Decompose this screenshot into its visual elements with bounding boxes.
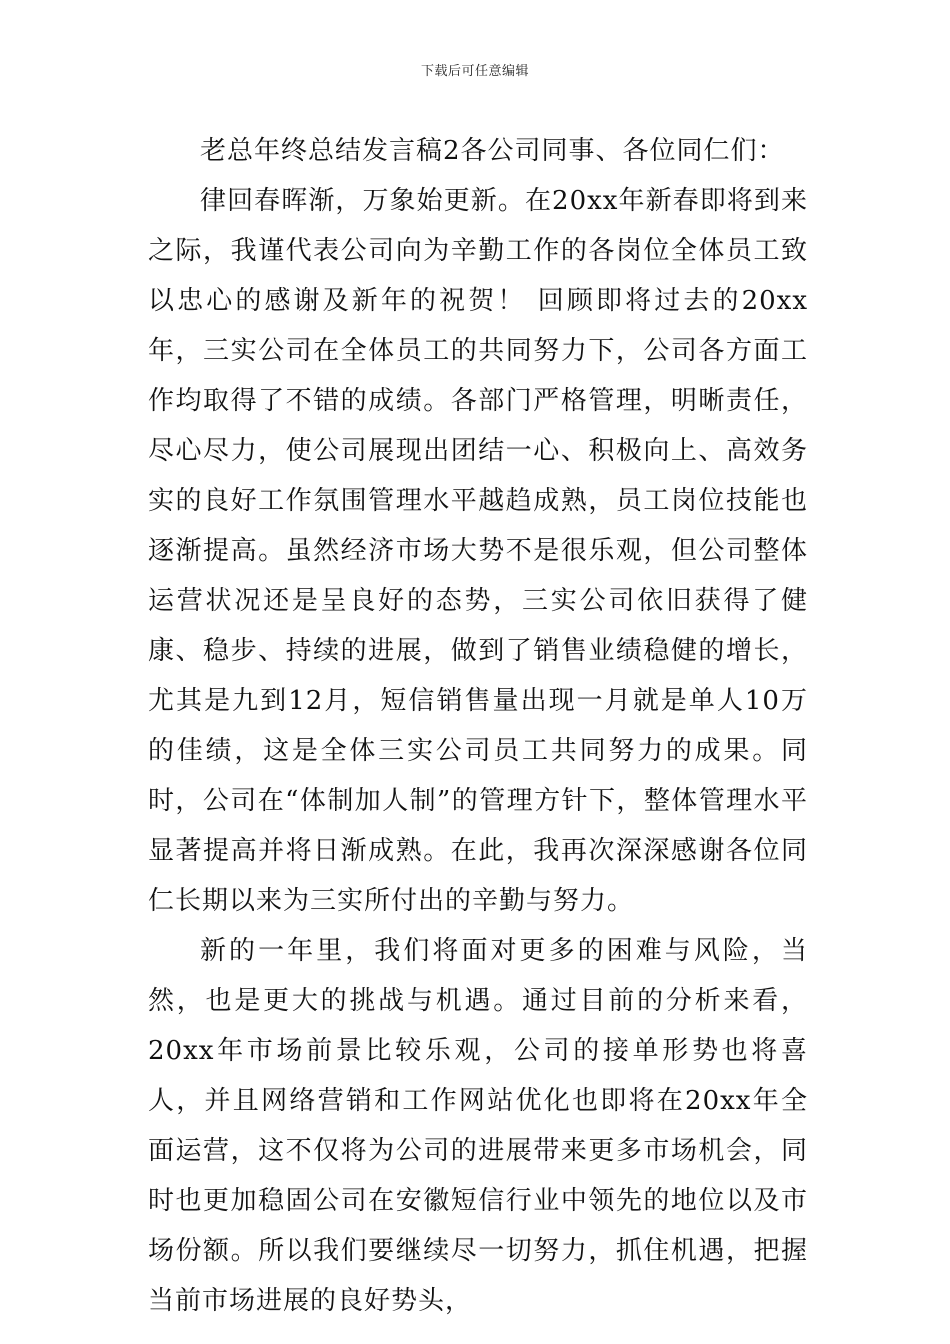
paragraph-review: 律回春晖渐，万象始更新。在20xx年新春即将到来之际，我谨代表公司向为辛勤工作的各岗位全体员工致以忠心的感谢及新年的祝贺！ 回顾即将过去的20xx年，三实公司在全体员工的共同努力下，公司各方面工作均取得了不错的成绩。各部门严格管理，明晰责任，尽心尽力，使公司展现出团结一心、积极向上、高效务实的良好工作氛围管理水平越趋成熟，员工岗位技能也逐渐提高。虽然经济市场大势不是很乐观，但公司整体运营状况还是呈良好的态势，三实公司依旧获得了健康、稳步、持续的进展，做到了销售业绩稳健的增长，尤其是九到12月，短信销售量出现一月就是单人10万的佳绩，这是全体三实公司员工共同努力的成果。同时，公司在“体制加人制”的管理方针下，整体管理水平显著提高并将日渐成熟。在此，我再次深深感谢各位同仁长期以来为三实所付出的辛勤与努力。: [148, 186, 808, 916]
page-header-note: 下载后可任意编辑: [420, 64, 529, 79]
paragraph-outlook: 新的一年里，我们将面对更多的困难与风险，当然，也是更大的挑战与机遇。通过目前的分析来看，20xx年市场前景比较乐观，公司的接单形势也将喜人，并且网络营销和工作网站优化也即将在20xx年全面运营，这不仅将为公司的进展带来更多市场机会，同时也更加稳固公司在安徽短信行业中领先的地位以及市场份额。所以我们要继续尽一切努力，抓住机遇，把握当前市场进展的良好势头，: [148, 936, 808, 1316]
paragraph-title-greeting: 老总年终总结发言稿2各公司同事、各位同仁们：: [200, 136, 785, 166]
document-body: [148, 126, 808, 1326]
